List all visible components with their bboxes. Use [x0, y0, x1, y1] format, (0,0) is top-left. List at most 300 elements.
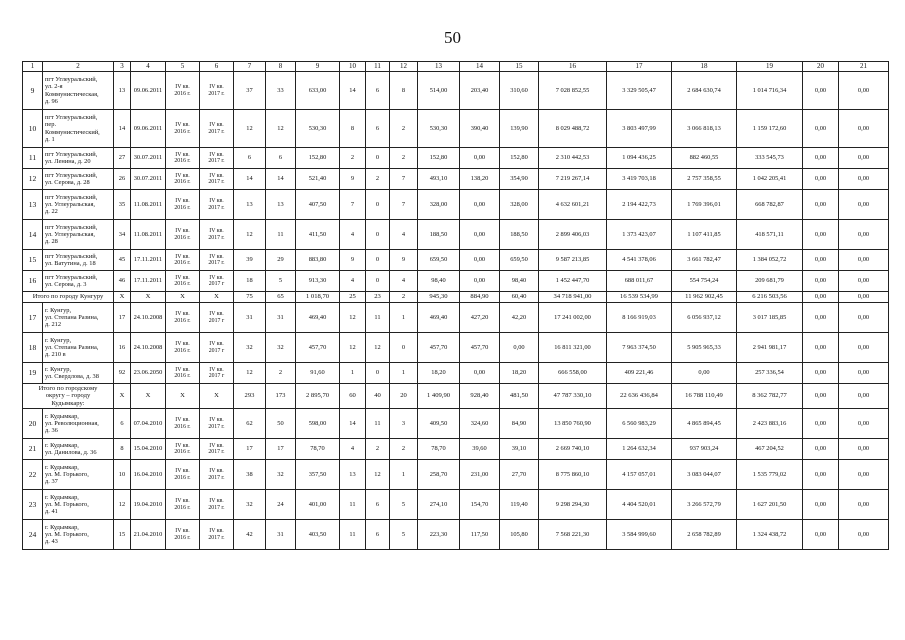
cell-col-8: 32 — [266, 333, 296, 363]
cell-col-3: 6 — [114, 409, 131, 439]
cell-col-8: 29 — [266, 250, 296, 271]
cell-col-16: 7 028 852,55 — [539, 72, 607, 110]
cell-col-4: 21.04.2010 — [131, 520, 166, 550]
column-number: 16 — [539, 62, 607, 72]
cell-col-4: 15.04.2010 — [131, 439, 166, 460]
table-row — [23, 490, 889, 520]
row-number: 24 — [23, 520, 43, 550]
address-cell: г. Кудымкар, ул. М. Горького, д. 41 — [43, 490, 114, 520]
cell-col-5: IV кв. 2016 г. — [166, 439, 200, 460]
cell-col-6: IV кв. 2017 г. — [200, 148, 234, 169]
table-row — [23, 520, 889, 550]
column-number: 4 — [131, 62, 166, 72]
cell-col-7: 6 — [234, 148, 266, 169]
cell-col-19: 8 362 782,77 — [737, 384, 803, 409]
cell-col-21: 0,00 — [839, 333, 889, 363]
cell-col-13: 530,30 — [418, 110, 460, 148]
cell-col-7: 75 — [234, 292, 266, 303]
cell-col-5: IV кв. 2016 г. — [166, 271, 200, 292]
cell-col-20: 0,00 — [803, 110, 839, 148]
cell-col-8: 173 — [266, 384, 296, 409]
cell-col-6: IV кв. 2017 г. — [200, 72, 234, 110]
cell-col-8: 31 — [266, 520, 296, 550]
cell-col-20: 0,00 — [803, 220, 839, 250]
table-row — [23, 439, 889, 460]
cell-col-6: IV кв. 2017 г — [200, 333, 234, 363]
cell-col-18: 554 754,24 — [672, 271, 737, 292]
cell-col-21: 0,00 — [839, 460, 889, 490]
cell-col-18: 1 769 396,01 — [672, 190, 737, 220]
cell-col-20: 0,00 — [803, 520, 839, 550]
cell-col-10: 4 — [340, 220, 366, 250]
cell-col-16: 8 029 488,72 — [539, 110, 607, 148]
column-number: 17 — [607, 62, 672, 72]
cell-col-4: X — [131, 384, 166, 409]
cell-col-11: 0 — [366, 271, 390, 292]
cell-col-21: 0,00 — [839, 303, 889, 333]
cell-col-4: 30.07.2011 — [131, 169, 166, 190]
cell-col-3: 34 — [114, 220, 131, 250]
column-number: 10 — [340, 62, 366, 72]
cell-col-15: 98,40 — [500, 271, 539, 292]
table-row — [23, 220, 889, 250]
cell-col-3: 45 — [114, 250, 131, 271]
cell-col-12: 1 — [390, 363, 418, 384]
cell-col-10: 4 — [340, 271, 366, 292]
cell-col-13: 274,10 — [418, 490, 460, 520]
cell-col-9: 401,00 — [296, 490, 340, 520]
column-number: 19 — [737, 62, 803, 72]
cell-col-19: 2 941 981,17 — [737, 333, 803, 363]
cell-col-12: 0 — [390, 333, 418, 363]
cell-col-18: 6 056 937,12 — [672, 303, 737, 333]
cell-col-5: IV кв. 2016 г. — [166, 250, 200, 271]
cell-col-8: 14 — [266, 169, 296, 190]
row-number: 13 — [23, 190, 43, 220]
cell-col-4: 07.04.2010 — [131, 409, 166, 439]
cell-col-17: 8 166 919,03 — [607, 303, 672, 333]
cell-col-15: 27,70 — [500, 460, 539, 490]
cell-col-9: 913,30 — [296, 271, 340, 292]
cell-col-11: 6 — [366, 110, 390, 148]
cell-col-13: 188,50 — [418, 220, 460, 250]
cell-col-19: 2 423 883,16 — [737, 409, 803, 439]
cell-col-16: 8 775 860,10 — [539, 460, 607, 490]
cell-col-11: 6 — [366, 490, 390, 520]
cell-col-5: IV кв. 2016 г. — [166, 460, 200, 490]
cell-col-15: 18,20 — [500, 363, 539, 384]
cell-col-11: 11 — [366, 409, 390, 439]
cell-col-4: 09.06.2011 — [131, 110, 166, 148]
cell-col-8: 65 — [266, 292, 296, 303]
cell-col-21: 0,00 — [839, 169, 889, 190]
column-number: 9 — [296, 62, 340, 72]
cell-col-21: 0,00 — [839, 250, 889, 271]
cell-col-10: 13 — [340, 460, 366, 490]
table-row — [23, 363, 889, 384]
cell-col-3: X — [114, 292, 131, 303]
cell-col-8: 6 — [266, 148, 296, 169]
cell-col-4: 11.08.2011 — [131, 190, 166, 220]
cell-col-16: 2 669 740,10 — [539, 439, 607, 460]
column-number: 3 — [114, 62, 131, 72]
column-number: 6 — [200, 62, 234, 72]
cell-col-12: 2 — [390, 148, 418, 169]
column-number: 12 — [390, 62, 418, 72]
cell-col-17: 6 560 983,29 — [607, 409, 672, 439]
cell-col-18: 3 066 818,13 — [672, 110, 737, 148]
cell-col-20: 0,00 — [803, 169, 839, 190]
row-number: 22 — [23, 460, 43, 490]
cell-col-15: 0,00 — [500, 333, 539, 363]
cell-col-19: 333 545,73 — [737, 148, 803, 169]
cell-col-9: 78,70 — [296, 439, 340, 460]
cell-col-12: 2 — [390, 292, 418, 303]
cell-col-5: IV кв. 2016 г. — [166, 520, 200, 550]
cell-col-10: 12 — [340, 303, 366, 333]
cell-col-4: X — [131, 292, 166, 303]
cell-col-5: IV кв. 2016 г. — [166, 333, 200, 363]
cell-col-16: 4 632 601,21 — [539, 190, 607, 220]
cell-col-7: 14 — [234, 169, 266, 190]
cell-col-17: 22 636 436,84 — [607, 384, 672, 409]
cell-col-6: IV кв. 2017 г. — [200, 520, 234, 550]
cell-col-11: 6 — [366, 520, 390, 550]
address-cell: пгт Углеуральский, ул. Углеуральская, д. 22 — [43, 190, 114, 220]
cell-col-16: 16 811 321,00 — [539, 333, 607, 363]
cell-col-13: 409,50 — [418, 409, 460, 439]
cell-col-12: 7 — [390, 190, 418, 220]
cell-col-8: 5 — [266, 271, 296, 292]
cell-col-12: 1 — [390, 303, 418, 333]
cell-col-5: IV кв. 2016 г. — [166, 72, 200, 110]
table-row — [23, 460, 889, 490]
cell-col-16: 13 850 760,90 — [539, 409, 607, 439]
table-row — [23, 148, 889, 169]
cell-col-6: X — [200, 384, 234, 409]
cell-col-13: 328,00 — [418, 190, 460, 220]
cell-col-21: 0,00 — [839, 292, 889, 303]
cell-col-13: 469,40 — [418, 303, 460, 333]
cell-col-19: 467 204,52 — [737, 439, 803, 460]
cell-col-20: 0,00 — [803, 384, 839, 409]
cell-col-20: 0,00 — [803, 292, 839, 303]
cell-col-14: 203,40 — [460, 72, 500, 110]
cell-col-9: 2 895,70 — [296, 384, 340, 409]
table-row — [23, 333, 889, 363]
cell-col-8: 32 — [266, 460, 296, 490]
cell-col-15: 481,50 — [500, 384, 539, 409]
cell-col-12: 5 — [390, 520, 418, 550]
cell-col-21: 0,00 — [839, 409, 889, 439]
cell-col-19: 1 324 438,72 — [737, 520, 803, 550]
cell-col-5: IV кв. 2016 г. — [166, 169, 200, 190]
cell-col-15: 152,80 — [500, 148, 539, 169]
cell-col-20: 0,00 — [803, 333, 839, 363]
cell-col-14: 0,00 — [460, 220, 500, 250]
cell-col-20: 0,00 — [803, 460, 839, 490]
address-cell: г. Кунгур, ул. Свердлова, д. 38 — [43, 363, 114, 384]
cell-col-7: 32 — [234, 333, 266, 363]
cell-col-13: 514,00 — [418, 72, 460, 110]
column-number: 11 — [366, 62, 390, 72]
address-cell: пгт Углеуральский, ул. Ватутина, д. 18 — [43, 250, 114, 271]
cell-col-10: 14 — [340, 409, 366, 439]
row-number: 15 — [23, 250, 43, 271]
cell-col-11: 6 — [366, 72, 390, 110]
address-cell: г. Кудымкар, ул. Революционная, д. 36 — [43, 409, 114, 439]
cell-col-20: 0,00 — [803, 148, 839, 169]
cell-col-12: 7 — [390, 169, 418, 190]
cell-col-21: 0,00 — [839, 220, 889, 250]
cell-col-17: 4 541 378,06 — [607, 250, 672, 271]
cell-col-6: IV кв. 2017 г. — [200, 250, 234, 271]
row-number: 21 — [23, 439, 43, 460]
address-cell: пгт Углеуральский, ул. Углеуральская, д. 28 — [43, 220, 114, 250]
cell-col-13: 457,70 — [418, 333, 460, 363]
cell-col-16: 17 241 002,00 — [539, 303, 607, 333]
cell-col-6: IV кв. 2017 г. — [200, 169, 234, 190]
cell-col-10: 11 — [340, 520, 366, 550]
cell-col-3: 92 — [114, 363, 131, 384]
cell-col-9: 1 018,70 — [296, 292, 340, 303]
cell-col-21: 0,00 — [839, 190, 889, 220]
cell-col-5: IV кв. 2016 г. — [166, 190, 200, 220]
cell-col-10: 7 — [340, 190, 366, 220]
cell-col-15: 188,50 — [500, 220, 539, 250]
cell-col-6: IV кв. 2017 г — [200, 363, 234, 384]
cell-col-18: 1 107 411,85 — [672, 220, 737, 250]
column-number-row — [23, 62, 889, 72]
cell-col-8: 11 — [266, 220, 296, 250]
row-number: 10 — [23, 110, 43, 148]
column-number: 7 — [234, 62, 266, 72]
cell-col-21: 0,00 — [839, 148, 889, 169]
cell-col-3: 27 — [114, 148, 131, 169]
cell-col-4: 19.04.2010 — [131, 490, 166, 520]
cell-col-11: 11 — [366, 303, 390, 333]
cell-col-10: 11 — [340, 490, 366, 520]
cell-col-14: 0,00 — [460, 271, 500, 292]
cell-col-21: 0,00 — [839, 363, 889, 384]
cell-col-15: 84,90 — [500, 409, 539, 439]
cell-col-14: 390,40 — [460, 110, 500, 148]
cell-col-20: 0,00 — [803, 72, 839, 110]
cell-col-19: 668 782,87 — [737, 190, 803, 220]
cell-col-15: 354,90 — [500, 169, 539, 190]
cell-col-15: 310,60 — [500, 72, 539, 110]
cell-col-5: X — [166, 292, 200, 303]
address-cell: пгт Углеуральский, ул. Серова, д. 3 — [43, 271, 114, 292]
cell-col-17: 4 404 520,01 — [607, 490, 672, 520]
cell-col-7: 37 — [234, 72, 266, 110]
cell-col-4: 24.10.2008 — [131, 333, 166, 363]
cell-col-12: 20 — [390, 384, 418, 409]
cell-col-3: 13 — [114, 72, 131, 110]
cell-col-12: 2 — [390, 110, 418, 148]
total-row — [23, 292, 889, 303]
cell-col-17: 1 094 436,25 — [607, 148, 672, 169]
cell-col-8: 24 — [266, 490, 296, 520]
cell-col-3: 16 — [114, 333, 131, 363]
cell-col-3: 17 — [114, 303, 131, 333]
cell-col-9: 530,30 — [296, 110, 340, 148]
column-number: 14 — [460, 62, 500, 72]
cell-col-18: 2 757 358,55 — [672, 169, 737, 190]
cell-col-15: 139,90 — [500, 110, 539, 148]
cell-col-20: 0,00 — [803, 439, 839, 460]
apartment-program-table — [22, 61, 889, 550]
cell-col-3: 14 — [114, 110, 131, 148]
cell-col-8: 12 — [266, 110, 296, 148]
cell-col-11: 0 — [366, 220, 390, 250]
cell-col-20: 0,00 — [803, 250, 839, 271]
column-number: 5 — [166, 62, 200, 72]
column-number: 8 — [266, 62, 296, 72]
cell-col-5: IV кв. 2016 г. — [166, 148, 200, 169]
cell-col-13: 78,70 — [418, 439, 460, 460]
cell-col-16: 2 899 406,03 — [539, 220, 607, 250]
row-number: 14 — [23, 220, 43, 250]
cell-col-17: 409 221,46 — [607, 363, 672, 384]
cell-col-10: 4 — [340, 439, 366, 460]
cell-col-9: 469,40 — [296, 303, 340, 333]
column-number: 13 — [418, 62, 460, 72]
cell-col-12: 2 — [390, 439, 418, 460]
cell-col-16: 34 718 941,00 — [539, 292, 607, 303]
cell-col-18: 3 661 782,47 — [672, 250, 737, 271]
cell-col-17: 3 584 999,60 — [607, 520, 672, 550]
address-cell: г. Кунгур, ул. Степана Разина, д. 212 — [43, 303, 114, 333]
cell-col-14: 928,40 — [460, 384, 500, 409]
cell-col-7: 32 — [234, 490, 266, 520]
cell-col-9: 407,50 — [296, 190, 340, 220]
cell-col-20: 0,00 — [803, 490, 839, 520]
cell-col-9: 598,00 — [296, 409, 340, 439]
address-cell: пгт Углеуральский, ул. Серова, д. 28 — [43, 169, 114, 190]
column-number: 2 — [43, 62, 114, 72]
cell-col-11: 2 — [366, 169, 390, 190]
cell-col-18: 937 903,24 — [672, 439, 737, 460]
cell-col-12: 9 — [390, 250, 418, 271]
cell-col-6: IV кв. 2017 г. — [200, 190, 234, 220]
cell-col-13: 1 409,90 — [418, 384, 460, 409]
cell-col-18: 3 266 572,79 — [672, 490, 737, 520]
row-number: 20 — [23, 409, 43, 439]
cell-col-9: 403,50 — [296, 520, 340, 550]
cell-col-10: 14 — [340, 72, 366, 110]
cell-col-14: 0,00 — [460, 363, 500, 384]
cell-col-13: 18,20 — [418, 363, 460, 384]
cell-col-11: 0 — [366, 363, 390, 384]
cell-col-5: IV кв. 2016 г. — [166, 220, 200, 250]
cell-col-21: 0,00 — [839, 490, 889, 520]
address-cell: г. Кудымкар, ул. М. Горького, д. 37 — [43, 460, 114, 490]
cell-col-15: 105,80 — [500, 520, 539, 550]
cell-col-19: 257 336,54 — [737, 363, 803, 384]
cell-col-6: IV кв. 2017 г. — [200, 490, 234, 520]
cell-col-15: 39,10 — [500, 439, 539, 460]
cell-col-20: 0,00 — [803, 271, 839, 292]
cell-col-16: 9 298 294,30 — [539, 490, 607, 520]
cell-col-17: 1 264 632,34 — [607, 439, 672, 460]
cell-col-11: 40 — [366, 384, 390, 409]
cell-col-8: 2 — [266, 363, 296, 384]
cell-col-6: IV кв. 2017 г. — [200, 409, 234, 439]
cell-col-10: 8 — [340, 110, 366, 148]
cell-col-20: 0,00 — [803, 363, 839, 384]
cell-col-14: 884,90 — [460, 292, 500, 303]
cell-col-11: 23 — [366, 292, 390, 303]
cell-col-17: 3 419 703,18 — [607, 169, 672, 190]
cell-col-15: 42,20 — [500, 303, 539, 333]
cell-col-3: 46 — [114, 271, 131, 292]
cell-col-9: 357,50 — [296, 460, 340, 490]
cell-col-16: 7 568 221,30 — [539, 520, 607, 550]
cell-col-6: IV кв. 2017 г. — [200, 460, 234, 490]
cell-col-15: 659,50 — [500, 250, 539, 271]
cell-col-7: 62 — [234, 409, 266, 439]
cell-col-17: 3 803 497,99 — [607, 110, 672, 148]
cell-col-14: 0,00 — [460, 148, 500, 169]
cell-col-19: 209 681,79 — [737, 271, 803, 292]
cell-col-16: 9 587 213,85 — [539, 250, 607, 271]
address-cell: пгт Углеуральский, пер. Коммунистический, д. 1 — [43, 110, 114, 148]
address-cell: пгт Углеуральский, ул. Ленина, д. 20 — [43, 148, 114, 169]
cell-col-5: X — [166, 384, 200, 409]
cell-col-3: 12 — [114, 490, 131, 520]
cell-col-13: 945,30 — [418, 292, 460, 303]
cell-col-14: 0,00 — [460, 250, 500, 271]
cell-col-8: 33 — [266, 72, 296, 110]
cell-col-12: 4 — [390, 220, 418, 250]
address-cell: г. Кунгур, ул. Степана Разина, д. 210 в — [43, 333, 114, 363]
cell-col-10: 60 — [340, 384, 366, 409]
cell-col-10: 25 — [340, 292, 366, 303]
cell-col-7: 17 — [234, 439, 266, 460]
cell-col-18: 5 905 965,33 — [672, 333, 737, 363]
cell-col-14: 231,00 — [460, 460, 500, 490]
cell-col-4: 17.11.2011 — [131, 271, 166, 292]
cell-col-21: 0,00 — [839, 520, 889, 550]
cell-col-12: 4 — [390, 271, 418, 292]
cell-col-13: 98,40 — [418, 271, 460, 292]
address-cell: пгт Углеуральский, ул. 2-я Коммунистическая, д. 96 — [43, 72, 114, 110]
cell-col-19: 1 627 201,50 — [737, 490, 803, 520]
cell-col-17: 1 373 423,07 — [607, 220, 672, 250]
cell-col-11: 0 — [366, 190, 390, 220]
cell-col-13: 659,50 — [418, 250, 460, 271]
cell-col-4: 11.08.2011 — [131, 220, 166, 250]
cell-col-4: 17.11.2011 — [131, 250, 166, 271]
cell-col-7: 12 — [234, 363, 266, 384]
row-number: 17 — [23, 303, 43, 333]
row-number: 12 — [23, 169, 43, 190]
cell-col-19: 3 017 185,85 — [737, 303, 803, 333]
cell-col-13: 493,10 — [418, 169, 460, 190]
cell-col-16: 2 310 442,53 — [539, 148, 607, 169]
cell-col-17: 688 011,67 — [607, 271, 672, 292]
cell-col-10: 1 — [340, 363, 366, 384]
cell-col-18: 0,00 — [672, 363, 737, 384]
table-row — [23, 190, 889, 220]
cell-col-19: 1 384 052,72 — [737, 250, 803, 271]
cell-col-10: 2 — [340, 148, 366, 169]
cell-col-9: 457,70 — [296, 333, 340, 363]
address-cell: г. Кудымкар, ул. Данилова, д. 36 — [43, 439, 114, 460]
cell-col-18: 16 788 110,49 — [672, 384, 737, 409]
cell-col-21: 0,00 — [839, 384, 889, 409]
